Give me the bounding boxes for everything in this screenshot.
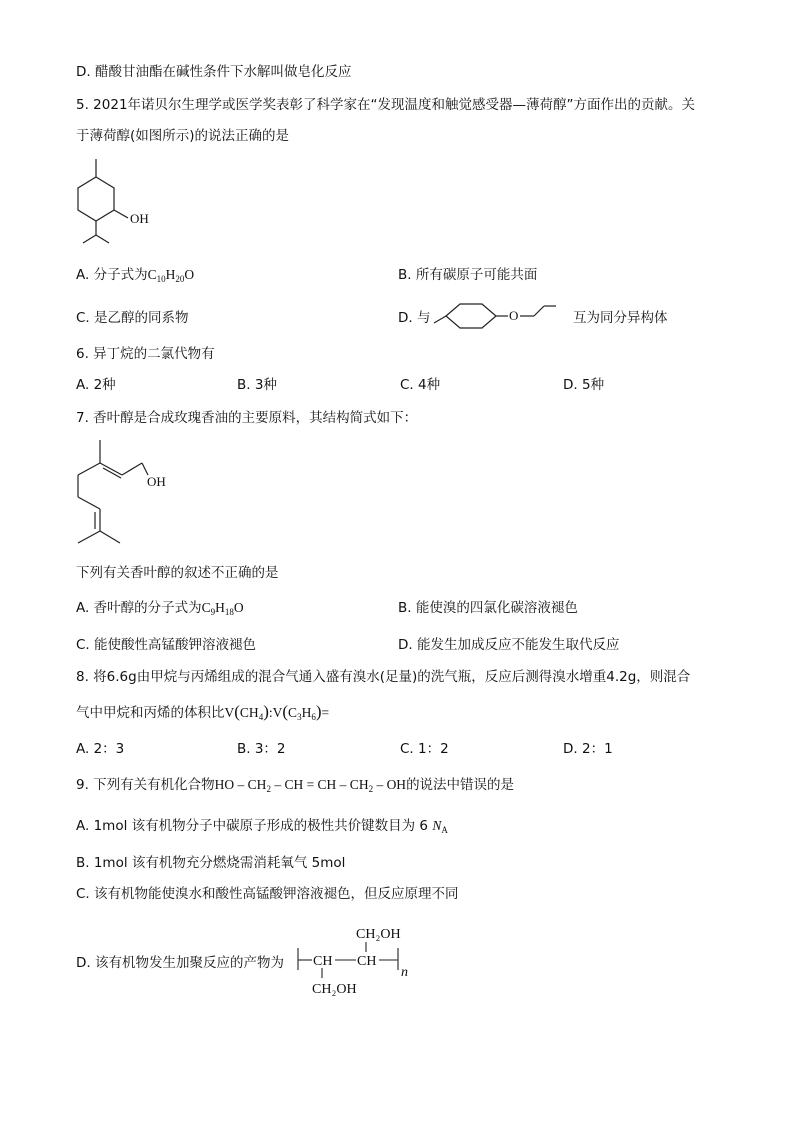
geraniol-ch2-bond bbox=[122, 463, 142, 475]
q7-option-a-prefix: A. 香叶醇的分子式为 bbox=[76, 600, 202, 616]
formula-o: O bbox=[233, 600, 244, 615]
ethyl-bond bbox=[434, 316, 446, 323]
propyl-bond-2 bbox=[534, 306, 544, 316]
formula-c-count: 9 bbox=[210, 607, 216, 617]
ratio-v2: V bbox=[272, 705, 283, 720]
q5-stem-line1: 5. 2021年诺贝尔生理学或医学奖表彰了科学家在“发现温度和触觉感受器—薄荷醇”方面作出的贡献。关 bbox=[76, 97, 696, 113]
q9-option-d-prefix: D. 该有机物发生加聚反应的产物为 bbox=[76, 955, 284, 971]
q6-option-b: B. 3种 bbox=[237, 377, 277, 393]
menthol-ring bbox=[78, 177, 114, 221]
ratio-c-count: 3 bbox=[297, 712, 302, 722]
menthol-structure bbox=[70, 155, 160, 255]
q4-option-d: D. 醋酸甘油酯在碱性条件下水解叫做皂化反应 bbox=[76, 64, 352, 80]
q6-stem: 6. 异丁烷的二氯代物有 bbox=[76, 346, 215, 362]
ratio-h-count: 6 bbox=[311, 712, 316, 722]
q9-formula-sub2: 2 bbox=[368, 784, 374, 794]
q8-option-c: C. 1：2 bbox=[400, 741, 449, 757]
ratio-c: C bbox=[288, 705, 298, 720]
geraniol-oh-label: OH bbox=[147, 474, 166, 489]
menthol-oh-bond bbox=[114, 210, 128, 218]
geraniol-double-bond bbox=[100, 463, 122, 475]
q9-formula-sub1: 2 bbox=[266, 784, 271, 794]
q9-stem-suffix: 的说法中错误的是 bbox=[406, 777, 515, 793]
geraniol-structure bbox=[70, 435, 180, 555]
q9-option-a bbox=[76, 818, 448, 834]
formula-h: H bbox=[165, 267, 176, 282]
q8-option-b: B. 3：2 bbox=[237, 741, 286, 757]
ratio-h: H bbox=[301, 705, 312, 720]
menthol-isopropyl-left bbox=[83, 235, 96, 243]
q5-option-a bbox=[76, 267, 194, 283]
ratio-v1: V bbox=[224, 705, 235, 720]
polymer-bottom-group: CH₂OH bbox=[312, 982, 357, 997]
polymer-structure bbox=[294, 918, 424, 1000]
q9-stem-prefix: 9. 下列有关有机化合物 bbox=[76, 777, 215, 793]
polymer-top-group: CH₂OH bbox=[356, 927, 401, 942]
menthol-oh-label: OH bbox=[130, 211, 149, 226]
ratio-equals: = bbox=[321, 705, 330, 720]
q9-formula-part1: HO – CH bbox=[214, 777, 267, 792]
q9-option-b: B. 1mol 该有机物充分燃烧需消耗氧气 5mol bbox=[76, 855, 346, 871]
q7-question: 下列有关香叶醇的叙述不正确的是 bbox=[76, 565, 279, 581]
geraniol-chain-1 bbox=[78, 463, 100, 475]
polymer-n: n bbox=[401, 965, 408, 980]
q9-formula-part3: – OH bbox=[373, 777, 407, 792]
geraniol-terminal-left bbox=[78, 531, 100, 543]
ratio-ch-count: 4 bbox=[258, 712, 264, 722]
q8-stem-line1: 8. 将6.6g由甲烷与丙烯组成的混合气通入盛有溴水(足量)的洗气瓶，反应后测得溴水增重4.2g，则混合 bbox=[76, 669, 691, 685]
q7-option-d: D. 能发生加成反应不能发生取代反应 bbox=[398, 637, 620, 653]
cyclohexane-ring bbox=[446, 304, 496, 328]
q7-option-b: B. 能使溴的四氯化碳溶液褪色 bbox=[398, 600, 578, 616]
q7-stem: 7. 香叶醇是合成玫瑰香油的主要原料，其结构简式如下： bbox=[76, 410, 418, 426]
q5-option-a-prefix: A. 分子式为 bbox=[76, 267, 148, 283]
ether-o-label: O bbox=[509, 308, 519, 323]
q5-option-d-prefix: D. 与 bbox=[398, 310, 431, 326]
q5-option-d-suffix: 互为同分异构体 bbox=[573, 310, 668, 326]
formula-c: C bbox=[201, 600, 211, 615]
formula-h: H bbox=[215, 600, 225, 615]
q9-option-a-text: A. 1mol 该有机物分子中碳原子形成的极性共价键数目为 6 bbox=[76, 818, 429, 834]
q6-option-a: A. 2种 bbox=[76, 377, 116, 393]
q5-option-b: B. 所有碳原子可能共面 bbox=[398, 267, 538, 283]
q5-option-c: C. 是乙醇的同系物 bbox=[76, 310, 189, 326]
q8-stem-line2: 气中甲烷和丙烯的体积比$V(CH_4):V(C_3H_6)=$ bbox=[76, 702, 330, 722]
q5-stem-line2: 于薄荷醇(如图所示)的说法正确的是 bbox=[76, 128, 290, 144]
avogadro-symbol: N bbox=[432, 818, 442, 833]
polymer-ch-1: CH bbox=[313, 954, 333, 969]
ratio-ch: CH bbox=[239, 705, 259, 720]
avogadro-subscript: A bbox=[441, 825, 448, 835]
formula-c-count: 10 bbox=[156, 274, 166, 284]
formula-o: O bbox=[184, 267, 195, 282]
q7-option-c: C. 能使酸性高锰酸钾溶液褪色 bbox=[76, 637, 257, 653]
q9-formula-part2: – CH = CH – CH bbox=[270, 777, 369, 792]
q9-option-c: C. 该有机物能使溴水和酸性高锰酸钾溶液褪色，但反应原理不同 bbox=[76, 886, 459, 902]
geraniol-chain-3 bbox=[78, 497, 100, 509]
q8-option-d: D. 2：1 bbox=[563, 741, 613, 757]
geraniol-terminal-right bbox=[100, 531, 120, 543]
q9-stem bbox=[76, 777, 514, 793]
polymer-ch-2: CH bbox=[357, 954, 377, 969]
formula-c: C bbox=[147, 267, 157, 282]
formula-h-count: 18 bbox=[224, 607, 234, 617]
q8-option-a: A. 2：3 bbox=[76, 741, 125, 757]
menthol-isopropyl-right bbox=[96, 235, 109, 243]
q6-option-d: D. 5种 bbox=[563, 377, 605, 393]
q7-option-a bbox=[76, 600, 244, 616]
q6-option-c: C. 4种 bbox=[400, 377, 441, 393]
q8-stem-line2-prefix: 气中甲烷和丙烯的体积比 bbox=[76, 705, 225, 721]
formula-h-count: 20 bbox=[175, 274, 185, 284]
option-d-ether-structure bbox=[432, 296, 567, 336]
